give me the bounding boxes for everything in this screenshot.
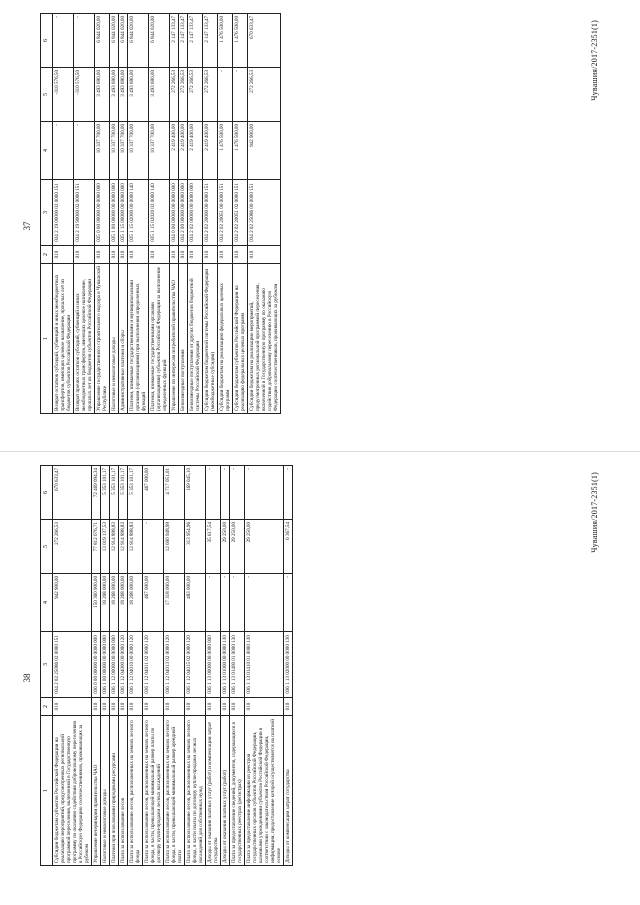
table-header-row <box>41 14 53 414</box>
approved-amount-cell: 483 000,00 <box>185 574 206 632</box>
unexecuted-amount-cell: 2 147 133,47 <box>170 14 179 68</box>
executed-amount-cell: 12 914 898,83 <box>110 520 119 574</box>
unexecuted-amount-cell: 2 147 133,47 <box>179 14 188 68</box>
executed-amount-cell: 3 493 680,00 <box>110 68 119 122</box>
table-row <box>245 466 284 866</box>
income-name-cell: Возврат остатков субсидий, субвенций и иных межбюджетных трансфертов, имеющих целевое назначение, прошлых лет из бюджетов субъектов Российской Федерации <box>53 264 74 414</box>
unexecuted-amount-cell: 467 000,00 <box>143 466 164 520</box>
line-code-cell: 010 <box>221 698 230 716</box>
report-table-body <box>41 466 293 866</box>
income-name-cell: Доходы от оказания платных услуг (работ) и компенсации затрат государства <box>206 716 221 866</box>
income-name-cell: Субсидии бюджетам на реализацию федеральных целевых программ <box>218 264 233 414</box>
table-row <box>95 14 110 414</box>
unexecuted-amount-cell: 72 469 094,34 <box>92 466 101 520</box>
budget-code-cell: 034 2 00 00000 00 0000 000 <box>179 180 188 246</box>
income-name-cell: Плата за использование лесов, расположенных на землях лесного фонда, в части, превышающей минимальный размер арендной платы <box>164 716 185 866</box>
income-name-cell: Субсидии бюджетам субъектов Российской Федерации на реализацию федеральных целевых программ <box>233 264 248 414</box>
table-row <box>128 14 149 414</box>
table-row <box>74 14 95 414</box>
unexecuted-amount-cell: - <box>221 466 230 520</box>
income-name-cell: Плата за предоставление информации из реестров государственных органов субъектов Российской Федерации, казенными учреждениями субъектов Российской Федерации в соответствии с законодательством Российской Федерации, информации, предоставление которой осуществляется на платной основе <box>245 716 284 866</box>
unexecuted-amount-cell: 2 147 133,47 <box>203 14 218 68</box>
approved-amount-cell: - <box>221 574 230 632</box>
line-code-cell: 010 <box>74 246 95 264</box>
unexecuted-amount-cell: - <box>230 466 245 520</box>
column-header: 6 <box>41 466 53 520</box>
income-name-cell: Платежи, взимаемые государственными и муниципальными органами (организациями) при выполнении определенных функций <box>128 264 149 414</box>
unexecuted-amount-cell: 6 844 020,00 <box>110 14 119 68</box>
approved-amount-cell: - <box>206 574 221 632</box>
table-row <box>128 466 143 866</box>
income-name-cell: Платежи, взимаемые государственными органами (организациями) субъектов Российской Федерации за выполнение определенных функций <box>149 264 170 414</box>
line-code-cell: 010 <box>203 246 218 264</box>
page-number: 38 <box>22 673 32 683</box>
approved-amount-cell: 1 476 500,00 <box>218 122 233 180</box>
unexecuted-amount-cell: - <box>53 14 74 68</box>
line-code-cell: 010 <box>149 246 170 264</box>
line-code-cell: 010 <box>248 246 281 264</box>
approved-amount-cell: - <box>284 574 293 632</box>
executed-amount-cell: - <box>233 68 248 122</box>
executed-amount-cell: 272 266,53 <box>170 68 179 122</box>
table-row <box>230 466 245 866</box>
approved-amount-cell: 2 419 400,00 <box>203 122 218 180</box>
line-code-cell: 010 <box>164 698 185 716</box>
budget-code-cell: 034 2 02 25086 00 0000 151 <box>248 180 281 246</box>
executed-amount-cell: -310 576,50 <box>53 68 74 122</box>
approved-amount-cell: - <box>53 122 74 180</box>
unexecuted-amount-cell: 169 045,10 <box>185 466 206 520</box>
column-header: 1 <box>41 716 53 866</box>
column-header: 5 <box>41 68 53 122</box>
executed-amount-cell: - <box>218 68 233 122</box>
unexecuted-amount-cell: 670 633,47 <box>53 466 92 520</box>
approved-amount-cell: 942 900,00 <box>53 574 92 632</box>
executed-amount-cell: 3 493 680,00 <box>119 68 128 122</box>
document-footer: Чувашия/2017-2351(1) <box>590 20 599 101</box>
budget-code-cell: 036 1 13 01400 01 0000 130 <box>230 632 245 698</box>
unexecuted-amount-cell: 6 844 020,00 <box>119 14 128 68</box>
budget-code-cell: 035 1 15 02000 00 0000 140 <box>128 180 149 246</box>
income-name-cell: Субсидии бюджетам субъектов Российской Федерации на реализацию мероприятий, предусмотренных региональной программой переселения, включенной в Государственную программу по оказанию содействия добровольному переселению в Российскую Федерацию соотечественников, проживающих за рубежом <box>53 716 92 866</box>
income-name-cell: Плата за использование лесов <box>119 716 128 866</box>
approved-amount-cell: 2 419 400,00 <box>188 122 203 180</box>
executed-amount-cell: 12 600 948,99 <box>164 520 185 574</box>
line-code-cell: 010 <box>53 698 92 716</box>
line-code-cell: 010 <box>185 698 206 716</box>
table-row <box>248 14 281 414</box>
approved-amount-cell: 942 900,00 <box>248 122 281 180</box>
income-name-cell: Субсидии бюджетам бюджетной системы Российской Федерации (межбюджетные субсидии) <box>203 264 218 414</box>
executed-amount-cell: 3 493 680,00 <box>149 68 170 122</box>
line-code-cell: 010 <box>110 698 119 716</box>
table-row <box>284 466 293 866</box>
line-code-cell: 010 <box>284 698 293 716</box>
income-name-cell: Управление государственного строительного надзора в Чувашской Республике <box>95 264 110 414</box>
executed-amount-cell: 13 019 137,53 <box>101 520 110 574</box>
table-row <box>206 466 221 866</box>
approved-amount-cell: 17 318 000,00 <box>164 574 185 632</box>
table-row <box>179 14 188 414</box>
executed-amount-cell: 6 367,54 <box>284 520 293 574</box>
income-name-cell: Административные платежи и сборы <box>119 264 128 414</box>
table-row <box>110 466 119 866</box>
budget-code-cell: 034 2 19 00000 02 0000 151 <box>53 180 74 246</box>
budget-code-cell: 035 1 15 02020 02 0000 140 <box>149 180 170 246</box>
table-row <box>92 466 101 866</box>
income-name-cell: Плата за использование лесов, расположенных на землях лесного фонда, в части платы по договору купли-продажи лесных насаждений для собственных нужд <box>185 716 206 866</box>
table-row <box>218 14 233 414</box>
executed-amount-cell: 313 954,96 <box>185 520 206 574</box>
table-row <box>164 466 185 866</box>
income-name-cell: Возврат прочих остатков субсидий, субвенций и иных межбюджетных трансфертов, имеющих целевое назначение, прошлых лет из бюджетов субъектов Российской Федерации <box>74 264 95 414</box>
report-table-body <box>41 14 281 414</box>
unexecuted-amount-cell: 5 353 101,17 <box>119 466 128 520</box>
income-name-cell: Плата за использование лесов, расположенных на землях лесного фонда <box>128 716 143 866</box>
unexecuted-amount-cell: 1 476 500,00 <box>233 14 248 68</box>
budget-code-cell: 034 2 02 20051 02 0000 151 <box>233 180 248 246</box>
approved-amount-cell: 2 419 400,00 <box>179 122 188 180</box>
executed-amount-cell: 29 250,00 <box>230 520 245 574</box>
line-code-cell: 010 <box>95 246 110 264</box>
budget-code-cell: 034 0 00 00000 00 0000 000 <box>170 180 179 246</box>
income-name-cell: Налоговые и неналоговые доходы <box>101 716 110 866</box>
budget-code-cell: 035 0 00 00000 00 0000 000 <box>95 180 110 246</box>
table-row <box>203 14 218 414</box>
table-row <box>188 14 203 414</box>
budget-code-cell: 034 2 02 20000 00 0000 151 <box>203 180 218 246</box>
executed-amount-cell: 35 617,54 <box>206 520 221 574</box>
unexecuted-amount-cell: 6 844 020,00 <box>95 14 110 68</box>
line-code-cell: 010 <box>119 246 128 264</box>
unexecuted-amount-cell: - <box>284 466 293 520</box>
executed-amount-cell: 272 266,53 <box>179 68 188 122</box>
line-code-cell: 010 <box>245 698 284 716</box>
executed-amount-cell: -310 576,50 <box>74 68 95 122</box>
budget-code-cell: 036 1 12 04010 00 0000 120 <box>128 632 143 698</box>
line-code-cell: 010 <box>179 246 188 264</box>
budget-code-cell: 036 1 13 02000 00 0000 130 <box>284 632 293 698</box>
report-table <box>40 465 293 866</box>
unexecuted-amount-cell: 4 717 051,01 <box>164 466 185 520</box>
page-37 <box>0 0 640 452</box>
line-code-cell: 010 <box>218 246 233 264</box>
income-name-cell: Управление ветеринарии правительства ЧАО <box>92 716 101 866</box>
column-header: 2 <box>41 698 53 716</box>
line-code-cell: 010 <box>128 246 149 264</box>
budget-code-cell: 036 1 12 04000 00 0000 120 <box>119 632 128 698</box>
executed-amount-cell: 12 914 898,83 <box>128 520 143 574</box>
budget-code-cell: 036 1 12 04015 02 0000 120 <box>185 632 206 698</box>
income-name-cell: Платежи при пользовании природными ресурсами <box>110 716 119 866</box>
budget-code-cell: 034 2 02 00000 00 0000 000 <box>188 180 203 246</box>
income-name-cell: Управление по интересам потребителей правительства ЧАО <box>170 264 179 414</box>
budget-code-cell: 036 1 12 04013 02 0000 120 <box>164 632 185 698</box>
income-name-cell: Плата за предоставление сведений, документов, содержащихся в государственных реестрах (регистрах) <box>230 716 245 866</box>
table-row <box>119 466 128 866</box>
line-code-cell: 010 <box>206 698 221 716</box>
table-row <box>110 14 119 414</box>
line-code-cell: 010 <box>230 698 245 716</box>
unexecuted-amount-cell: - <box>245 466 284 520</box>
approved-amount-cell: 18 268 000,00 <box>128 574 143 632</box>
approved-amount-cell: 150 360 900,00 <box>92 574 101 632</box>
line-code-cell: 010 <box>92 698 101 716</box>
budget-code-cell: 036 1 00 00000 00 0000 000 <box>101 632 110 698</box>
page-number: 37 <box>22 221 32 231</box>
approved-amount-cell: 10 337 700,00 <box>95 122 110 180</box>
line-code-cell: 010 <box>101 698 110 716</box>
table-row <box>101 466 110 866</box>
line-code-cell: 010 <box>170 246 179 264</box>
executed-amount-cell: 29 250,00 <box>221 520 230 574</box>
table-row <box>170 14 179 414</box>
executed-amount-cell: 3 493 680,00 <box>128 68 149 122</box>
budget-code-cell: 035 1 00 00000 00 0000 000 <box>110 180 119 246</box>
approved-amount-cell: 1 476 500,00 <box>233 122 248 180</box>
table-row <box>221 466 230 866</box>
line-code-cell: 010 <box>119 698 128 716</box>
income-name-cell: Доходы от оказания платных услуг (работ) <box>221 716 230 866</box>
unexecuted-amount-cell: 5 353 101,17 <box>101 466 110 520</box>
table-row <box>53 14 74 414</box>
column-header: 3 <box>41 632 53 698</box>
document-footer: Чувашия/2017-2351(1) <box>590 472 599 553</box>
column-header: 6 <box>41 14 53 68</box>
budget-code-cell: 034 2 02 25086 02 0000 151 <box>53 632 92 698</box>
report-table <box>40 13 281 414</box>
unexecuted-amount-cell: 6 844 020,00 <box>128 14 149 68</box>
line-code-cell: 010 <box>128 698 143 716</box>
line-code-cell: 010 <box>53 246 74 264</box>
budget-code-cell: 036 0 00 00000 00 0000 000 <box>92 632 101 698</box>
approved-amount-cell: 10 337 700,00 <box>149 122 170 180</box>
unexecuted-amount-cell: 1 476 500,00 <box>218 14 233 68</box>
line-code-cell: 010 <box>188 246 203 264</box>
column-header: 4 <box>41 574 53 632</box>
unexecuted-amount-cell: 670 633,47 <box>248 14 281 68</box>
executed-amount-cell: 3 493 680,00 <box>95 68 110 122</box>
unexecuted-amount-cell: - <box>206 466 221 520</box>
table-header-row <box>41 466 53 866</box>
executed-amount-cell: 29 250,00 <box>245 520 284 574</box>
budget-code-cell: 036 1 13 01410 01 0000 130 <box>245 632 284 698</box>
line-code-cell: 010 <box>110 246 119 264</box>
column-header: 2 <box>41 246 53 264</box>
income-name-cell: Плата за использование лесов, расположенных на землях лесного фонда, в части, превышающей минимальный размер платы по договору купли-продажи лесных насаждений <box>143 716 164 866</box>
table-row <box>53 466 92 866</box>
approved-amount-cell: 10 337 700,00 <box>128 122 149 180</box>
executed-amount-cell: 272 266,53 <box>188 68 203 122</box>
unexecuted-amount-cell: 6 844 020,00 <box>149 14 170 68</box>
approved-amount-cell: 2 419 400,00 <box>170 122 179 180</box>
table-row <box>149 14 170 414</box>
page-38-rotated-content <box>0 452 640 904</box>
budget-code-cell: 036 1 13 00000 00 0000 000 <box>206 632 221 698</box>
approved-amount-cell: 10 337 700,00 <box>110 122 119 180</box>
line-code-cell: 010 <box>143 698 164 716</box>
budget-code-cell: 035 1 15 00000 00 0000 000 <box>119 180 128 246</box>
executed-amount-cell: 12 914 898,83 <box>119 520 128 574</box>
approved-amount-cell: 10 337 700,00 <box>119 122 128 180</box>
budget-code-cell: 036 1 12 04011 02 0000 120 <box>143 632 164 698</box>
approved-amount-cell: - <box>230 574 245 632</box>
budget-code-cell: 034 2 02 20051 00 0000 151 <box>218 180 233 246</box>
approved-amount-cell: 18 268 000,00 <box>110 574 119 632</box>
column-header: 1 <box>41 264 53 414</box>
approved-amount-cell: - <box>245 574 284 632</box>
executed-amount-cell: 272 266,53 <box>248 68 281 122</box>
income-name-cell: Безвозмездные поступления от других бюджетов бюджетной системы Российской Федерации <box>188 264 203 414</box>
unexecuted-amount-cell: 2 147 133,47 <box>188 14 203 68</box>
unexecuted-amount-cell: 5 353 101,17 <box>128 466 143 520</box>
approved-amount-cell: 18 268 000,00 <box>119 574 128 632</box>
executed-amount-cell: 272 266,53 <box>203 68 218 122</box>
executed-amount-cell: 77 812 076,71 <box>92 520 101 574</box>
approved-amount-cell: - <box>74 122 95 180</box>
income-name-cell: Доходы от компенсации затрат государства <box>284 716 293 866</box>
income-name-cell: Налоговые и неналоговые доходы <box>110 264 119 414</box>
unexecuted-amount-cell: - <box>74 14 95 68</box>
executed-amount-cell: - <box>143 520 164 574</box>
column-header: 5 <box>41 520 53 574</box>
budget-code-cell: 036 1 13 01000 00 0000 130 <box>221 632 230 698</box>
income-name-cell: Безвозмездные поступления <box>179 264 188 414</box>
budget-code-cell: 034 2 19 90000 02 0000 151 <box>74 180 95 246</box>
approved-amount-cell: 467 000,00 <box>143 574 164 632</box>
column-header: 4 <box>41 122 53 180</box>
page-38 <box>0 452 640 904</box>
line-code-cell: 010 <box>233 246 248 264</box>
table-row <box>143 466 164 866</box>
unexecuted-amount-cell: 5 353 101,17 <box>110 466 119 520</box>
approved-amount-cell: 18 268 000,00 <box>101 574 110 632</box>
income-name-cell: Субсидии бюджетам на реализацию мероприятий, предусмотренных региональной программой переселения, включенной в Государственную программу по оказанию содействия добровольному переселению в Российскую Федерацию соотечественников, проживающих за рубежом <box>248 264 281 414</box>
page-37-rotated-content <box>0 0 640 452</box>
table-row <box>185 466 206 866</box>
column-header: 3 <box>41 180 53 246</box>
table-row <box>119 14 128 414</box>
table-row <box>233 14 248 414</box>
budget-code-cell: 036 1 12 00000 00 0000 000 <box>110 632 119 698</box>
executed-amount-cell: 272 266,53 <box>53 520 92 574</box>
